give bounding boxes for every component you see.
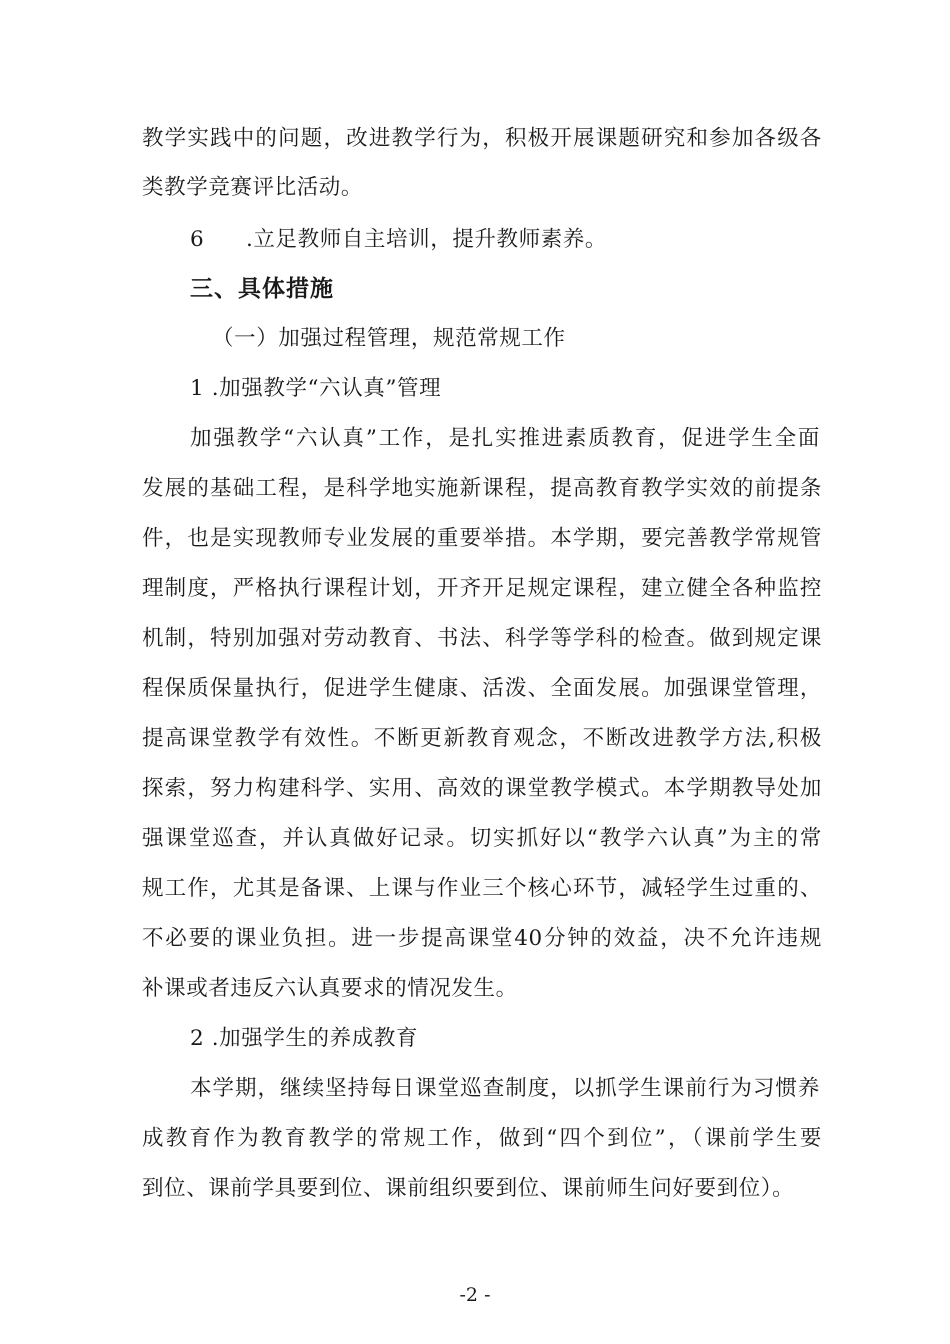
paragraph-1-line-6: 程保质保量执行，促进学生健康、活泼、全面发展。加强课堂管理， (142, 676, 822, 701)
paragraph-1-line-5: 机制，特别加强对劳动教育、书法、科学等学科的检查。做到规定课 (142, 626, 822, 651)
paragraph-2-line-1: 本学期，继续坚持每日课堂巡查制度，以抓学生课前行为习惯养 (190, 1076, 820, 1101)
continuation-line-2: 类教学竞赛评比活动。 (142, 175, 364, 200)
paragraph-2-line-2: 成教育作为教育教学的常规工作，做到“四个到位”，（课前学生要 (142, 1126, 822, 1151)
paragraph-1-line-3: 件，也是实现教师专业发展的重要举措。本学期，要完善教学常规管 (142, 526, 822, 551)
continuation-line-1: 教学实践中的问题，改进教学行为，积极开展课题研究和参加各级各 (142, 126, 822, 151)
item-1-title: 1 .加强教学“六认真”管理 (190, 376, 442, 401)
item-2-title: 2 .加强学生的养成教育 (190, 1026, 419, 1051)
item-6-text: .立足教师自主培训，提升教师素养。 (246, 227, 608, 252)
item-6-number: 6 (190, 227, 204, 252)
subsection-heading: （一）加强过程管理，规范常规工作 (212, 326, 566, 351)
paragraph-1-line-7: 提高课堂教学有效性。不断更新教育观念，不断改进教学方法,积极 (142, 726, 822, 751)
paragraph-1-line-4: 理制度，严格执行课程计划，开齐开足规定课程，建立健全各种监控 (142, 576, 822, 601)
page-number: -2 - (459, 1284, 491, 1306)
paragraph-1-line-9: 强课堂巡查，并认真做好记录。切实抓好以“教学六认真”为主的常 (142, 826, 822, 851)
paragraph-1-line-1: 加强教学“六认真”工作，是扎实推进素质教育，促进学生全面 (190, 426, 820, 451)
paragraph-2-line-3: 到位、课前学具要到位、课前组织要到位、课前师生问好要到位）。 (142, 1176, 795, 1201)
paragraph-1-line-11: 不必要的课业负担。进一步提高课堂40分钟的效益，决不允许违规 (142, 926, 822, 951)
paragraph-1-line-8: 探索，努力构建科学、实用、高效的课堂教学模式。本学期教导处加 (142, 776, 822, 801)
paragraph-1-line-2: 发展的基础工程，是科学地实施新课程，提高教育教学实效的前提条 (142, 476, 822, 501)
paragraph-1-line-10: 规工作，尤其是备课、上课与作业三个核心环节，减轻学生过重的、 (142, 876, 822, 901)
section-heading: 三、具体措施 (190, 276, 334, 302)
paragraph-1-line-12: 补课或者违反六认真要求的情况发生。 (142, 976, 518, 1001)
